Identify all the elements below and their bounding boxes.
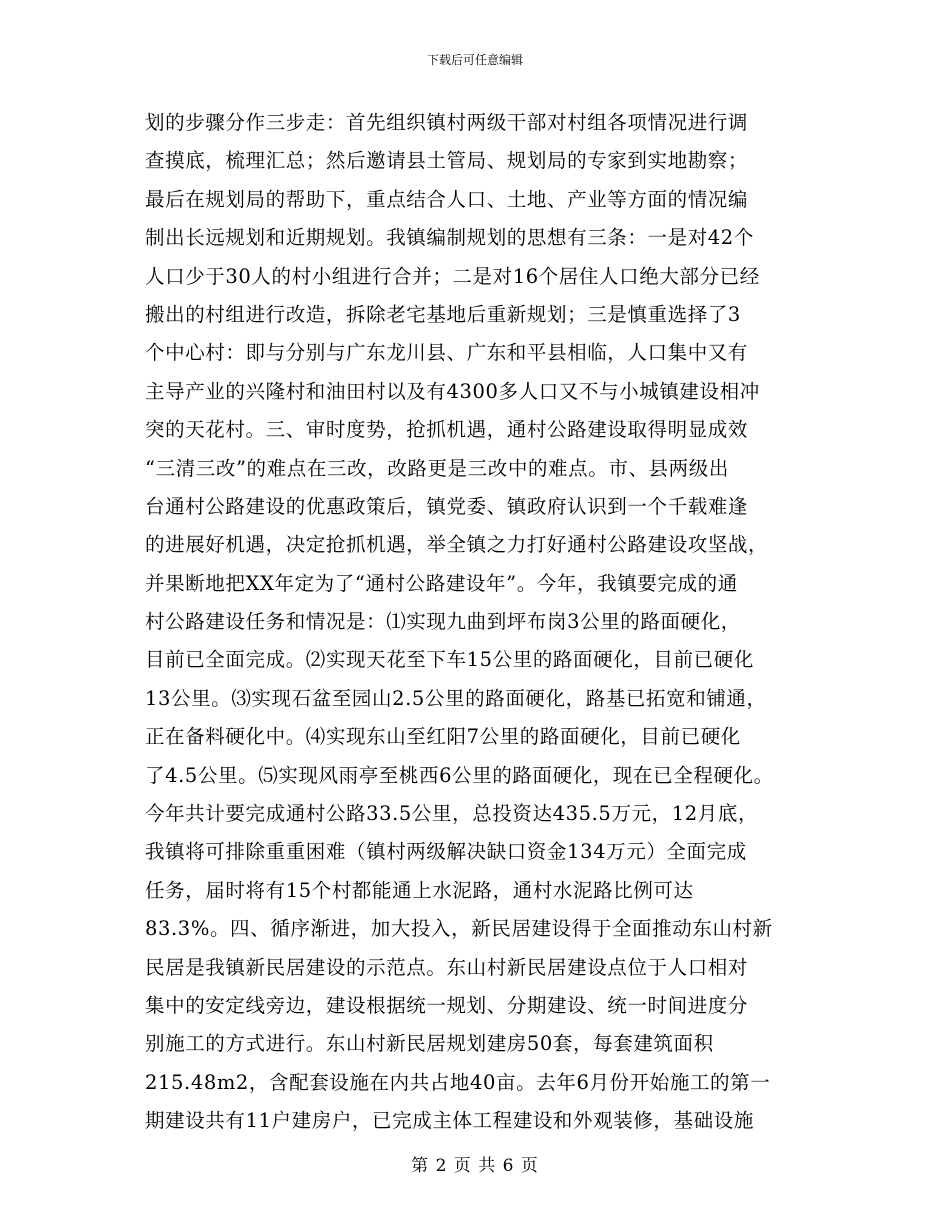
page-number-footer: 第 2 页 共 6 页 — [411, 1156, 539, 1176]
body-text — [145, 104, 845, 1141]
text-line: 期建设共有11户建房户，已完成主体工程建设和外观装修，基础设施 — [145, 1109, 754, 1133]
text-line: 人口少于30人的村小组进行合并；二是对16个居住人口绝大部分已经 — [145, 264, 760, 288]
text-line: 集中的安定线旁边，建设根据统一规划、分期建设、统一时间进度分 — [145, 993, 749, 1017]
text-line: 正在备料硬化中。⑷实现东山至红阳7公里的路面硬化，目前已硬化 — [145, 725, 741, 749]
text-line: 13公里。⑶实现石盆至园山2.5公里的路面硬化，路基已拓宽和铺通， — [145, 686, 767, 710]
text-line: 并果断地把XX年定为了“通村公路建设年”。今年，我镇要完成的通 — [145, 571, 738, 595]
text-line: 个中心村：即与分别与广东龙川县、广东和平县相临，人口集中又有 — [145, 341, 749, 365]
text-line: 83.3%。四、循序渐进，加大投入，新民居建设得于全面推动东山村新 — [145, 917, 773, 941]
text-line: 别施工的方式进行。东山村新民居规划建房50套，每套建筑面积 — [145, 1032, 714, 1056]
text-line: 任务，届时将有15个村都能通上水泥路，通村水泥路比例可达 — [145, 878, 694, 902]
text-line: 目前已全面完成。⑵实现天花至下车15公里的路面硬化，目前已硬化 — [145, 648, 754, 672]
page-header: 下载后可任意编辑 — [426, 53, 523, 67]
text-line: 村公路建设任务和情况是：⑴实现九曲到坪布岗3公里的路面硬化， — [145, 610, 741, 634]
text-line: 我镇将可排除重重困难（镇村两级解决缺口资金134万元）全面完成 — [145, 840, 747, 864]
text-line: 今年共计要完成通村公路33.5公里，总投资达435.5万元，12月底， — [145, 802, 759, 826]
text-line: 民居是我镇新民居建设的示范点。东山村新民居建设点位于人口相对 — [145, 955, 749, 979]
text-line: 划的步骤分作三步走：首先组织镇村两级干部对村组各项情况进行调 — [145, 111, 749, 134]
text-line: 制出长远规划和近期规划。我镇编制规划的思想有三条：一是对42个 — [145, 226, 754, 250]
text-line: 了4.5公里。⑸实现风雨亭至桃西6公里的路面硬化，现在已全程硬化。 — [145, 763, 774, 787]
text-line: “三清三改”的难点在三改，改路更是三改中的难点。市、县两级出 — [145, 456, 729, 480]
text-line: 查摸底，梳理汇总；然后邀请县土管局、规划局的专家到实地勘察； — [145, 149, 749, 173]
text-line: 215.48m2，含配套设施在内共占地40亩。去年6月份开始施工的第一 — [145, 1070, 771, 1094]
text-line: 搬出的村组进行改造，拆除老宅基地后重新规划；三是慎重选择了3 — [145, 302, 741, 326]
text-line: 的进展好机遇，决定抢抓机遇，举全镇之力打好通村公路建设攻坚战， — [145, 533, 769, 557]
text-line: 突的天花村。三、审时度势，抢抓机遇，通村公路建设取得明显成效 — [145, 418, 749, 442]
text-line: 主导产业的兴隆村和油田村以及有4300多人口又不与小城镇建设相冲 — [145, 379, 760, 403]
text-line: 最后在规划局的帮助下，重点结合人口、土地、产业等方面的情况编 — [145, 187, 749, 211]
text-line: 台通村公路建设的优惠政策后，镇党委、镇政府认识到一个千载难逢 — [145, 494, 749, 518]
